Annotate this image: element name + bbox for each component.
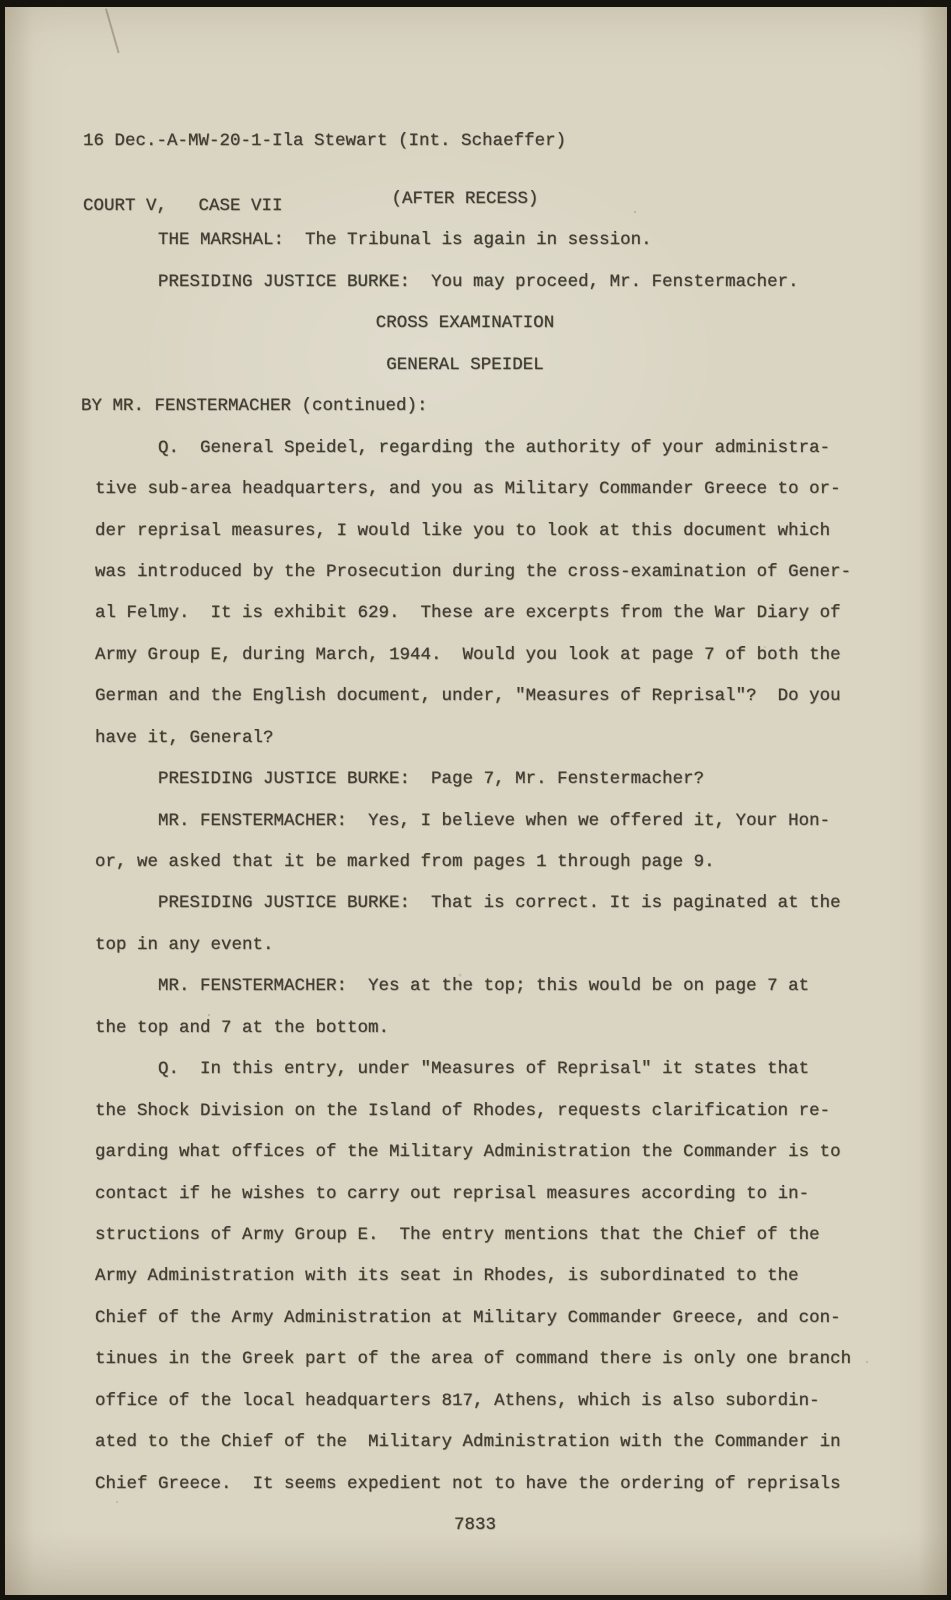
transcript-line: garding what offices of the Military Administration the Commander is to [95, 1142, 841, 1163]
transcript-line: BY MR. FENSTERMACHER (continued): [81, 396, 428, 417]
transcript-line: Q. In this entry, under "Measures of Reprisal" it states that [95, 1059, 810, 1080]
transcript-line: the top and 7 at the bottom. [95, 1017, 390, 1038]
transcript-line: was introduced by the Prosecution during the cross-examination of Gener- [95, 561, 852, 582]
transcript-line: PRESIDING JUSTICE BURKE: You may proceed, Mr. Fenstermacher. [95, 271, 799, 292]
transcript-line: German and the English document, under, "Measures of Reprisal"? Do you [95, 686, 841, 707]
transcript-line: Army Administration with its seat in Rhodes, is subordinated to the [95, 1266, 799, 1287]
paper-crease [105, 8, 120, 53]
transcript-line: or, we asked that it be marked from pages 1 through page 9. [95, 852, 715, 872]
header-court-case-line: COURT V, CASE VII [83, 195, 283, 216]
transcript-line: PRESIDING JUSTICE BURKE: Page 7, Mr. Fenstermacher? [95, 769, 705, 790]
transcript-line: MR. FENSTERMACHER: Yes, I believe when we offered it, Your Hon- [95, 810, 831, 831]
transcript-line: top in any event. [95, 934, 274, 955]
transcript-line: contact if he wishes to carry out reprisal measures according to in- [95, 1183, 810, 1204]
transcript-line: CROSS EXAMINATION [375, 313, 555, 334]
transcript-body [81, 179, 855, 1505]
transcript-line: THE MARSHAL: The Tribunal is again in session. [95, 230, 652, 251]
transcript-line: PRESIDING JUSTICE BURKE: That is correct. It is paginated at the [95, 893, 841, 914]
transcript-line: (AFTER RECESS) [391, 189, 539, 209]
page-number: 7833 [453, 1515, 496, 1535]
transcript-line: Chief of the Army Administration at Military Commander Greece, and con- [95, 1307, 841, 1328]
transcript-line: structions of Army Group E. The entry mentions that the Chief of the [95, 1224, 820, 1245]
transcript-line: der reprisal measures, I would like you to look at this document which [95, 520, 831, 541]
transcript-line: Chief Greece. It seems expedient not to have the ordering of reprisals [95, 1473, 841, 1494]
transcript-line: office of the local headquarters 817, Athens, which is also subordin- [95, 1390, 820, 1411]
transcript-line: tinues in the Greek part of the area of command there is only one branch [95, 1349, 852, 1370]
transcript-line: ated to the Chief of the Military Administration with the Commander in [95, 1432, 841, 1453]
transcript-line: tive sub-area headquarters, and you as Military Commander Greece to or- [95, 479, 841, 500]
transcript-line: MR. FENSTERMACHER: Yes at the top; this would be on page 7 at [95, 976, 810, 997]
transcript-line: Q. General Speidel, regarding the authority of your administra- [95, 437, 831, 458]
header-session-line: 16 Dec.-A-MW-20-1-Ila Stewart (Int. Schaeffer) [83, 131, 567, 151]
transcript-line: al Felmy. It is exhibit 629. These are excerpts from the War Diary of [95, 603, 841, 624]
transcript-line: have it, General? [95, 727, 274, 748]
transcript-line: the Shock Division on the Island of Rhodes, requests clarification re- [95, 1100, 831, 1121]
transcript-line: Army Group E, during March, 1944. Would you look at page 7 of both the [95, 644, 841, 665]
transcript-line: GENERAL SPEIDEL [386, 354, 544, 375]
